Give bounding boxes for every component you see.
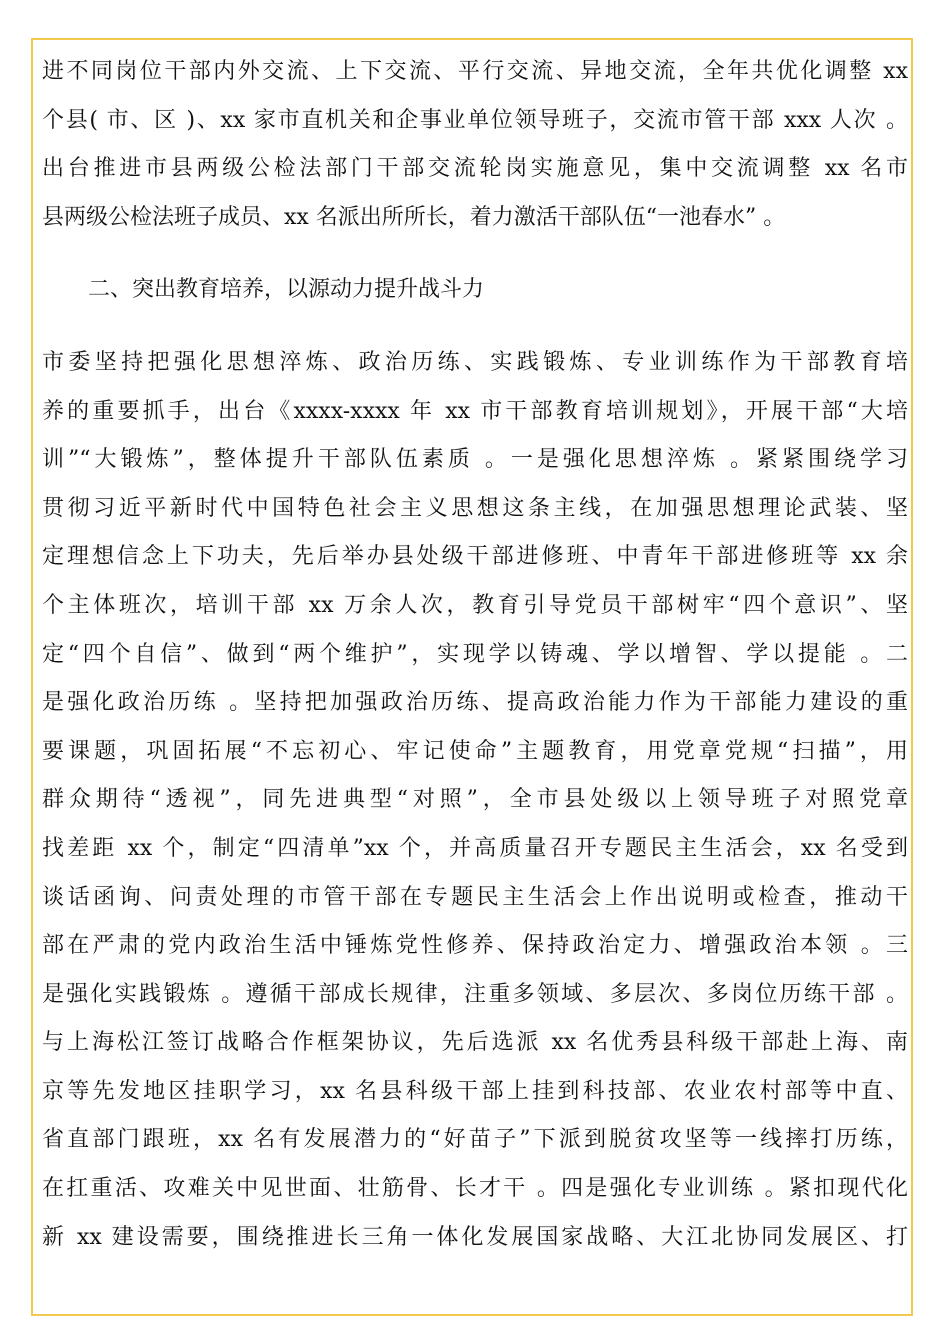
text-line: 县两级公检法班子成员、xx 名派出所所长，着力激活干部队伍“一池春水” 。	[42, 204, 786, 230]
document-body	[42, 48, 908, 1262]
text-line: 养的重要抓手，出台《xxxx-xxxx 年 xx 市干部教育培训规划》，开展干部“大培	[42, 398, 908, 424]
text-line: 个主体班次，培训干部 xx 万余人次，教育引导党员干部树牢“四个意识”、坚	[42, 592, 908, 618]
text-line: 定理想信念上下功夫，先后举办县处级干部进修班、中青年干部进修班等 xx 余	[42, 544, 908, 570]
text-line: 省直部门跟班，xx 名有发展潜力的“好苗子”下派到脱贫攻坚等一线摔打历练，	[42, 1127, 908, 1153]
text-line: 市委坚持把强化思想淬炼、政治历练、实践锻炼、专业训练作为干部教育培	[42, 349, 908, 375]
text-line: 与上海松江签订战略合作框架协议，先后选派 xx 名优秀县科级干部赴上海、南	[42, 1030, 908, 1056]
text-line: 是强化政治历练 。坚持把加强政治历练、提高政治能力作为干部能力建设的重	[42, 690, 908, 716]
paragraph-cadre-exchange	[42, 48, 908, 242]
text-line: 部在严肃的党内政治生活中锤炼党性修养、保持政治定力、增强政治本领 。三	[42, 933, 908, 959]
text-line: 找差距 xx 个，制定“四清单”xx 个，并高质量召开专题民主生活会，xx 名受到	[42, 835, 908, 861]
text-line: 新 xx 建设需要，围绕推进长三角一体化发展国家战略、大江北协同发展区、打	[42, 1224, 908, 1250]
section-heading: 二、突出教育培养，以源动力提升战斗力	[88, 277, 485, 303]
text-line: 定“四个自信”、做到“两个维护”，实现学以铸魂、学以增智、学以提能 。二	[42, 641, 908, 667]
text-line: 谈话函询、问责处理的市管干部在专题民主生活会上作出说明或检查，推动干	[42, 884, 908, 910]
text-line: 贯彻习近平新时代中国特色社会主义思想这条主线，在加强思想理论武装、坚	[42, 495, 908, 521]
paragraph-spacer	[42, 242, 908, 266]
paragraph-spacer	[42, 315, 908, 339]
text-line: 训”“大锻炼”，整体提升干部队伍素质 。一是强化思想淬炼 。紧紧围绕学习	[42, 447, 908, 473]
paragraph-education-training	[42, 339, 908, 1262]
text-line: 进不同岗位干部内外交流、上下交流、平行交流、异地交流，全年共优化调整 xx	[42, 59, 908, 84]
text-line: 个县( 市、区 )、xx 家市直机关和企事业单位领导班子，交流市管干部 xxx 人次 。	[42, 107, 908, 133]
text-line: 群众期待“透视”，同先进典型“对照”，全市县处级以上领导班子对照党章	[42, 787, 908, 813]
text-line: 在扛重活、攻难关中见世面、壮筋骨、长才干 。四是强化专业训练 。紧扣现代化	[42, 1176, 908, 1202]
text-line: 出台推进市县两级公检法部门干部交流轮岗实施意见，集中交流调整 xx 名市	[42, 156, 908, 182]
text-line: 京等先发地区挂职学习，xx 名县科级干部上挂到科技部、农业农村部等中直、	[42, 1078, 908, 1104]
text-line: 是强化实践锻炼 。遵循干部成长规律，注重多领域、多层次、多岗位历练干部 。	[42, 981, 908, 1007]
text-line: 要课题，巩固拓展“不忘初心、牢记使命”主题教育，用党章党规“扫描”，用	[42, 738, 908, 764]
